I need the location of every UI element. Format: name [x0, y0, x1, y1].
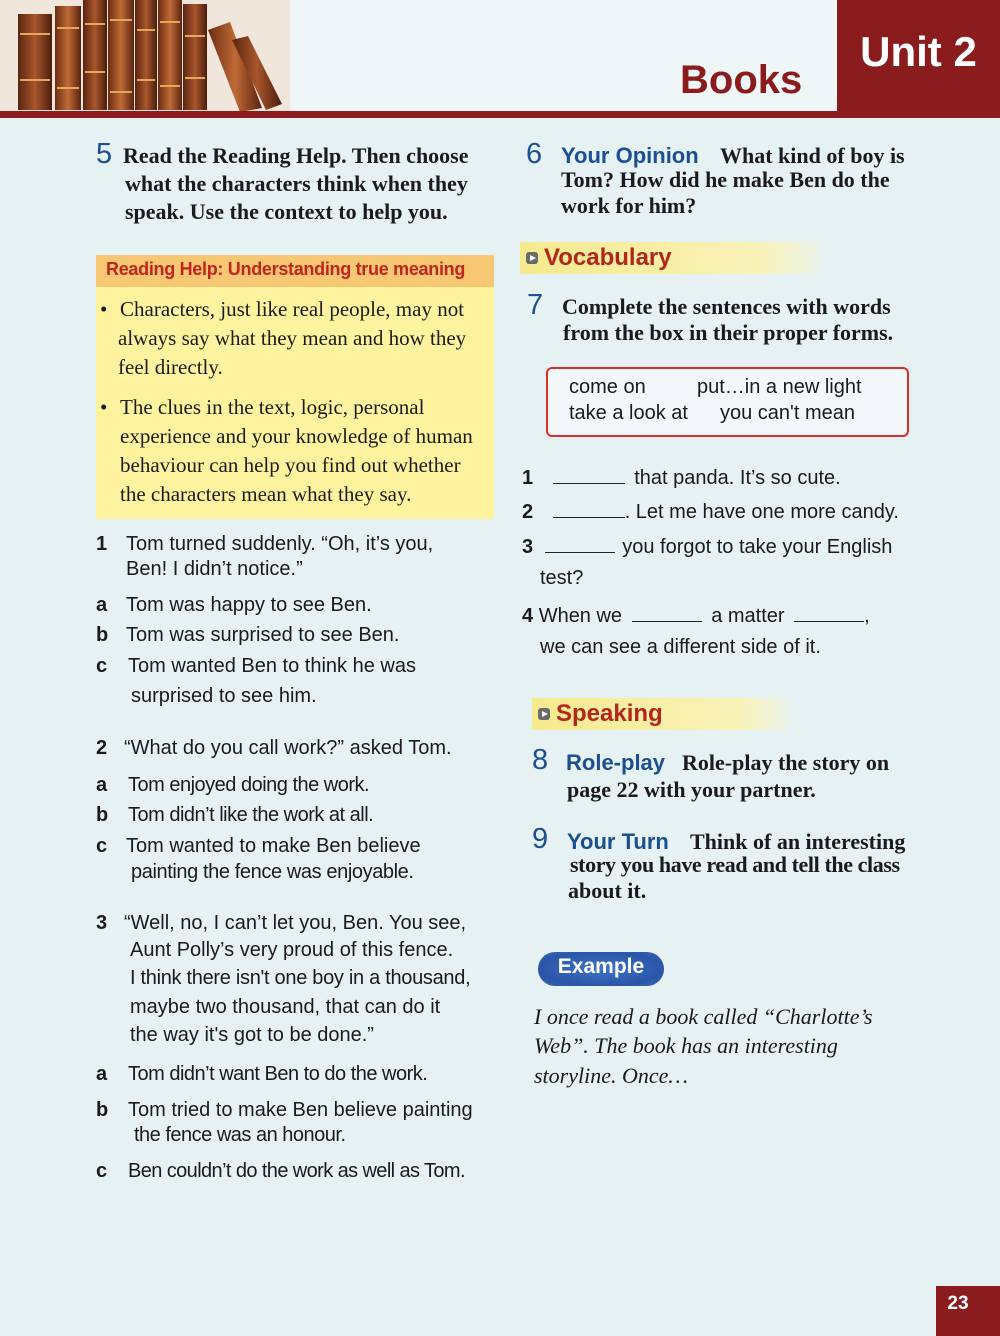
bullet-dot: •: [100, 297, 108, 321]
option-label: b: [96, 1099, 109, 1121]
sentence-3: [522, 532, 892, 559]
header-divider: [0, 111, 1000, 118]
q5-number: 5: [96, 138, 113, 170]
q9-line-2: story you have read and tell the class: [570, 852, 900, 877]
rh-line: always say what they mean and how they: [118, 326, 467, 350]
option-text: Tom was surprised to see Ben.: [126, 624, 400, 646]
option-text: Tom tried to make Ben believe painting: [128, 1099, 473, 1121]
sentence-text: a matter: [711, 605, 785, 627]
option-label: c: [96, 1160, 108, 1182]
option-label: a: [96, 1063, 108, 1085]
play-icon: [526, 252, 538, 264]
sentence-3-cont: test?: [540, 567, 584, 589]
item-3-number: 3: [96, 912, 108, 934]
sentence-text: you forgot to take your English: [622, 536, 893, 558]
speaking-heading: [532, 698, 790, 730]
page-number-box: [936, 1286, 1000, 1336]
q7-line-2: from the box in their proper forms.: [563, 320, 894, 345]
q6-number: 6: [526, 138, 543, 170]
box-word: take a look at: [569, 402, 688, 424]
option-label: a: [96, 774, 108, 796]
option-text: Tom enjoyed doing the work.: [128, 774, 370, 796]
item-3-line: I think there isn't one boy in a thousand,: [130, 967, 471, 989]
option-text: painting the fence was enjoyable.: [131, 861, 414, 883]
rh-line: feel directly.: [118, 355, 223, 379]
q9-line-3: about it.: [568, 878, 647, 903]
q8-label: Role-play: [566, 750, 666, 775]
word-box: [546, 367, 909, 437]
sentence-text: When we: [538, 605, 623, 627]
speaking-title: Speaking: [556, 700, 663, 727]
rh-line: behaviour can help you find out whether: [120, 453, 461, 477]
answer-blank[interactable]: [553, 497, 625, 518]
sentence-text: . Let me have one more candy.: [624, 501, 899, 523]
page-title: Books: [680, 58, 803, 102]
option-text: Tom didn’t like the work at all.: [128, 804, 374, 826]
option-label: c: [96, 655, 108, 677]
q8-line-2: page 22 with your partner.: [567, 777, 816, 802]
q8-line-1: Role-play the story on: [682, 750, 890, 775]
vocabulary-heading: [520, 242, 820, 274]
sentence-4-cont: we can see a different side of it.: [540, 636, 821, 658]
option-text: the fence was an honour.: [134, 1124, 346, 1146]
item-3-line: Aunt Polly’s very proud of this fence.: [130, 939, 454, 961]
option-label: c: [96, 835, 108, 857]
bullet-dot: •: [100, 395, 108, 419]
sentence-text: ,: [864, 605, 870, 627]
option-text: Tom wanted to make Ben believe: [126, 835, 421, 857]
q6-line-1: What kind of boy is: [720, 143, 905, 168]
example-badge: [538, 952, 664, 986]
option-text: Tom didn’t want Ben to do the work.: [128, 1063, 428, 1085]
sentence-2: [522, 497, 899, 524]
unit-label: Unit 2: [860, 28, 977, 75]
books-illustration: [0, 0, 290, 112]
sentence-number: 3: [522, 536, 534, 558]
sentence-1: [522, 463, 841, 490]
item-1-line: Tom turned suddenly. “Oh, it’s you,: [126, 533, 434, 555]
item-1-number: 1: [96, 533, 108, 555]
option-text: Tom wanted Ben to think he was: [128, 655, 416, 677]
vocabulary-title: Vocabulary: [544, 244, 672, 271]
page-number: 23: [947, 1293, 969, 1314]
item-3-line: “Well, no, I can’t let you, Ben. You see,: [124, 912, 467, 934]
q5-line-1: Read the Reading Help. Then choose: [123, 143, 469, 168]
q7-number: 7: [527, 289, 544, 321]
rh-line: the characters mean what they say.: [120, 482, 412, 506]
q9-number: 9: [532, 823, 549, 855]
example-line-1: I once read a book called “Charlotte’s: [534, 1004, 873, 1029]
q8-number: 8: [532, 744, 549, 776]
box-word: you can't mean: [720, 402, 856, 424]
option-text: surprised to see him.: [131, 685, 317, 707]
option-text: Ben couldn’t do the work as well as Tom.: [128, 1160, 465, 1182]
q5-line-3: speak. Use the context to help you.: [125, 199, 448, 224]
item-1-line: Ben! I didn’t notice.”: [126, 558, 303, 580]
example-line-3: storyline. Once…: [534, 1063, 688, 1088]
item-3-line: maybe two thousand, that can do it: [130, 996, 441, 1018]
q9-label: Your Turn: [567, 829, 669, 854]
answer-blank[interactable]: [553, 463, 625, 484]
q9-line-1: Think of an interesting: [690, 829, 906, 854]
answer-blank[interactable]: [545, 532, 615, 553]
sentence-number: 4: [522, 605, 534, 627]
item-3-line: the way it's got to be done.”: [130, 1024, 374, 1046]
sentence-text: that panda. It’s so cute.: [634, 467, 841, 489]
option-label: a: [96, 594, 108, 616]
option-label: b: [96, 804, 109, 826]
rh-line: experience and your knowledge of human: [120, 424, 473, 448]
example-line-2: Web”. The book has an interesting: [534, 1033, 838, 1058]
box-word: come on: [569, 376, 646, 398]
q6-line-3: work for him?: [561, 193, 697, 218]
option-text: Tom was happy to see Ben.: [126, 594, 372, 616]
rh-line: The clues in the text, logic, personal: [120, 395, 425, 419]
sentence-number: 2: [522, 501, 534, 523]
sentence-4: [522, 601, 870, 628]
item-2-line: “What do you call work?” asked Tom.: [124, 737, 452, 759]
reading-help-header: [96, 255, 494, 287]
option-label: b: [96, 624, 109, 646]
q6-label: Your Opinion: [561, 143, 699, 168]
sentence-number: 1: [522, 467, 534, 489]
answer-blank[interactable]: [794, 601, 864, 622]
q6-line-2: Tom? How did he make Ben do the: [561, 167, 890, 192]
example-label: Example: [557, 955, 645, 978]
q7-line-1: Complete the sentences with words: [562, 294, 891, 319]
play-icon: [538, 708, 550, 720]
q5-line-2: what the characters think when they: [125, 171, 468, 196]
reading-help-title: Reading Help: Understanding true meaning: [106, 259, 466, 279]
box-word: put…in a new light: [697, 376, 862, 398]
unit-badge: [837, 0, 1000, 114]
item-2-number: 2: [96, 737, 108, 759]
page-header: [0, 0, 1000, 118]
reading-help-box: [96, 255, 494, 519]
answer-blank[interactable]: [632, 601, 702, 622]
rh-line: Characters, just like real people, may not: [120, 297, 465, 321]
